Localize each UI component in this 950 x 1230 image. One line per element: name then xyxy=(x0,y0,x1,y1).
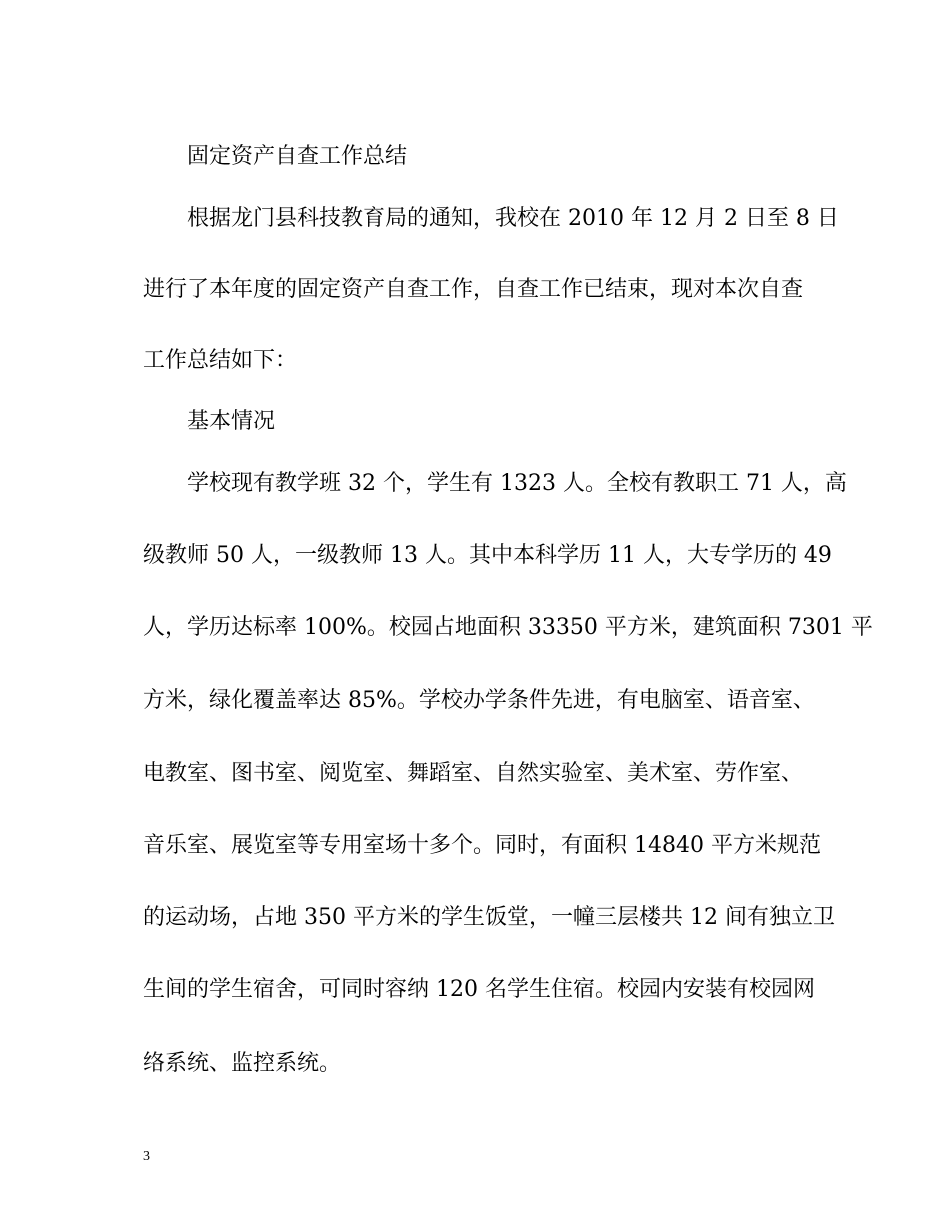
paragraph-line: 生间的学生宿舍，可同时容纳 120 名学生住宿。校园内安装有校园网 xyxy=(143,977,815,1002)
page-number: 3 xyxy=(143,1149,150,1164)
paragraph-line: 音乐室、展览室等专用室场十多个。同时，有面积 14840 平方米规范 xyxy=(143,833,821,858)
paragraph-line: 级教师 50 人，一级教师 13 人。其中本科学历 11 人，大专学历的 49 xyxy=(143,543,832,568)
paragraph-line: 电教室、图书室、阅览室、舞蹈室、自然实验室、美术室、劳作室、 xyxy=(143,761,804,786)
paragraph-line: 人，学历达标率 100%。校园占地面积 33350 平方米，建筑面积 7301 平 xyxy=(143,615,873,640)
paragraph-line: 工作总结如下： xyxy=(143,348,298,373)
paragraph-line: 方米，绿化覆盖率达 85%。学校办学条件先进，有电脑室、语音室、 xyxy=(143,688,815,713)
paragraph-line: 络系统、监控系统。 xyxy=(143,1051,342,1076)
section-heading: 基本情况 xyxy=(187,409,276,434)
document-title: 固定资产自查工作总结 xyxy=(187,144,408,169)
paragraph-line: 学校现有教学班 32 个，学生有 1323 人。全校有教职工 71 人，高 xyxy=(187,471,847,496)
paragraph-line: 的运动场，占地 350 平方米的学生饭堂，一幢三层楼共 12 间有独立卫 xyxy=(143,905,835,930)
paragraph-line: 进行了本年度的固定资产自查工作，自查工作已结束，现对本次自查 xyxy=(143,277,804,302)
paragraph-line: 根据龙门县科技教育局的通知，我校在 2010 年 12 月 2 日至 8 日 xyxy=(187,206,839,231)
